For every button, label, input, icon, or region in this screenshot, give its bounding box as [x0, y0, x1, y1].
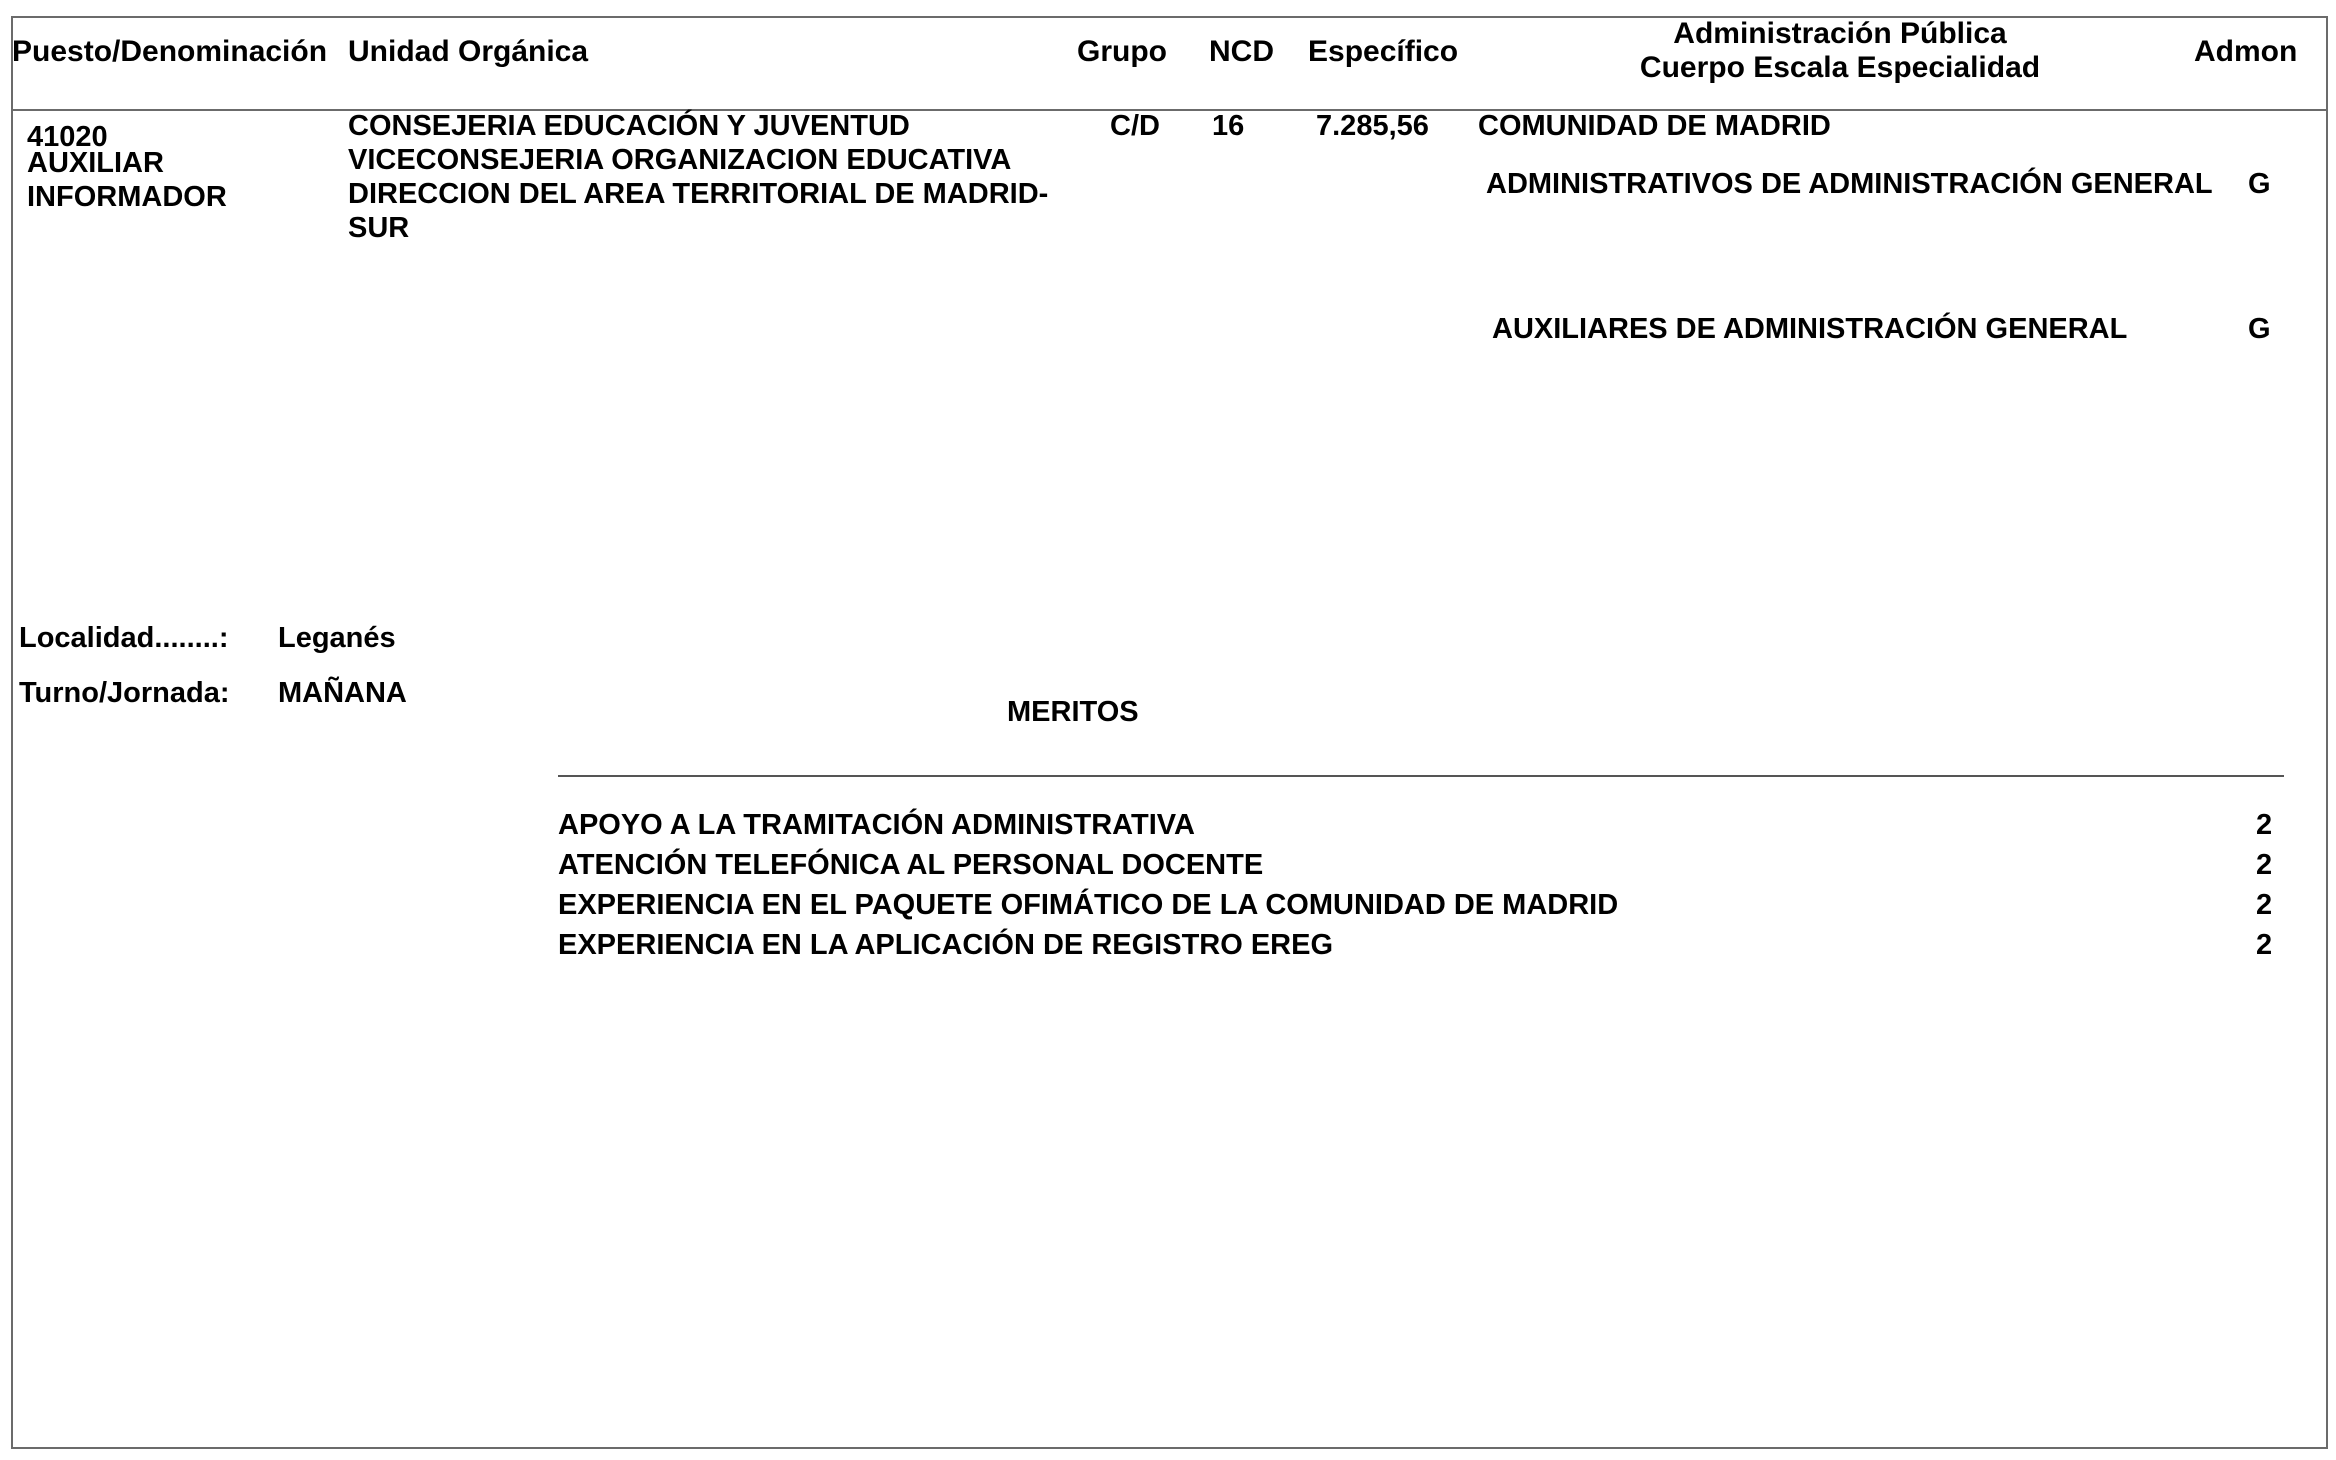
unidad-line: CONSEJERIA EDUCACIÓN Y JUVENTUD [348, 110, 910, 142]
merito-text: EXPERIENCIA EN LA APLICACIÓN DE REGISTRO EREG [558, 929, 1334, 961]
merito-points: 2 [2256, 889, 2273, 921]
localidad-value: Leganés [278, 622, 396, 654]
header-especifico: Específico [1308, 35, 1459, 68]
unidad-line: DIRECCION DEL AREA TERRITORIAL DE MADRID- [348, 178, 1049, 210]
cuerpo-nombre: AUXILIARES DE ADMINISTRACIÓN GENERAL [1492, 313, 2128, 345]
grupo-value: C/D [1110, 110, 1160, 142]
meritos-divider [558, 775, 2284, 777]
ncd-value: 16 [1212, 110, 1245, 142]
header-admin-publica: Administración Pública [1673, 17, 2007, 50]
unidad-line: SUR [348, 212, 410, 244]
header-ncd: NCD [1209, 35, 1274, 68]
merito-text: ATENCIÓN TELEFÓNICA AL PERSONAL DOCENTE [558, 849, 1264, 881]
merito-text: EXPERIENCIA EN EL PAQUETE OFIMÁTICO DE LA COMUNIDAD DE MADRID [558, 889, 1619, 921]
cuerpo-admon: G [2248, 168, 2271, 200]
turno-label: Turno/Jornada: [19, 677, 230, 709]
administracion-nombre: COMUNIDAD DE MADRID [1478, 110, 1831, 142]
header-puesto: Puesto/Denominación [12, 35, 328, 68]
puesto-denominacion-1: AUXILIAR [27, 147, 164, 179]
merito-points: 2 [2256, 809, 2273, 841]
merito-points: 2 [2256, 929, 2273, 961]
header-cuerpo-escala: Cuerpo Escala Especialidad [1639, 51, 2041, 84]
localidad-label: Localidad........: [19, 622, 229, 654]
unidad-line: VICECONSEJERIA ORGANIZACION EDUCATIVA [348, 144, 1012, 176]
header-grupo: Grupo [1077, 35, 1167, 68]
puesto-denominacion-2: INFORMADOR [27, 181, 227, 213]
cuerpo-admon: G [2248, 313, 2271, 345]
header-unidad: Unidad Orgánica [348, 35, 589, 68]
merito-text: APOYO A LA TRAMITACIÓN ADMINISTRATIVA [558, 809, 1195, 841]
merito-points: 2 [2256, 849, 2273, 881]
puesto-codigo: 41020 [27, 121, 108, 153]
header-admon: Admon [2194, 35, 2298, 68]
cuerpo-nombre: ADMINISTRATIVOS DE ADMINISTRACIÓN GENERAL [1486, 168, 2213, 200]
especifico-value: 7.285,56 [1316, 110, 1429, 142]
meritos-title: MERITOS [1007, 696, 1139, 728]
turno-value: MAÑANA [278, 677, 407, 709]
